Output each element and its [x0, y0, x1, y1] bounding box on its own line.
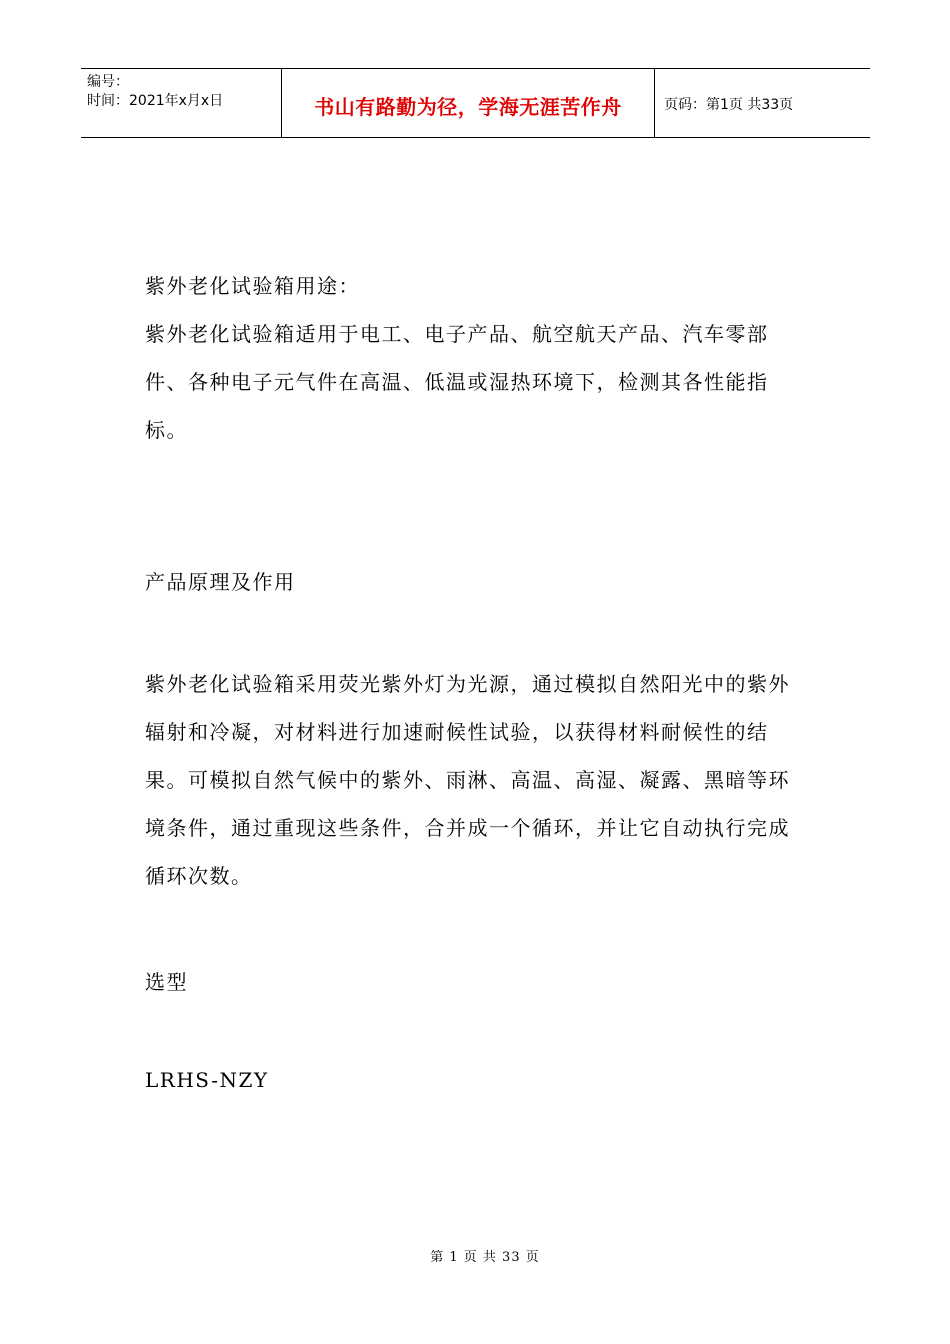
header-motto: 书山有路勤为径，学海无涯苦作舟: [282, 69, 655, 137]
section-selection: [145, 958, 810, 1006]
model-name: LRHS-NZY: [145, 1068, 269, 1092]
section-usage: [145, 262, 810, 454]
page-header: [81, 68, 870, 138]
principle-paragraph: 紫外老化试验箱采用荧光紫外灯为光源，通过模拟自然阳光中的紫外辐射和冷凝，对材料进行加速耐候性试验，以获得材料耐候性的结果。可模拟自然气候中的紫外、雨淋、高温、高湿、凝露、黑暗等环境条件，通过重现这些条件，合并成一个循环，并让它自动执行完成循环次数。: [145, 672, 790, 888]
section-model: [145, 1056, 810, 1104]
page-footer: 第 1 页 共 33 页: [430, 1250, 540, 1265]
usage-heading: 紫外老化试验箱用途：: [145, 274, 360, 298]
document-number-label: 编号：: [87, 74, 129, 90]
header-page-info: 页码：第1页 共33页: [664, 97, 794, 113]
usage-paragraph: 紫外老化试验箱适用于电工、电子产品、航空航天产品、汽车零部件、各种电子元气件在高温、低温或湿热环境下，检测其各性能指标。: [145, 322, 769, 442]
principle-heading: 产品原理及作用: [145, 570, 296, 594]
section-principle: [145, 660, 810, 900]
selection-heading: 选型: [145, 970, 188, 994]
document-time-label: 时间：2021年x月x日: [87, 93, 224, 109]
header-meta-cell: [81, 69, 282, 137]
section-principle-heading: [145, 558, 810, 606]
